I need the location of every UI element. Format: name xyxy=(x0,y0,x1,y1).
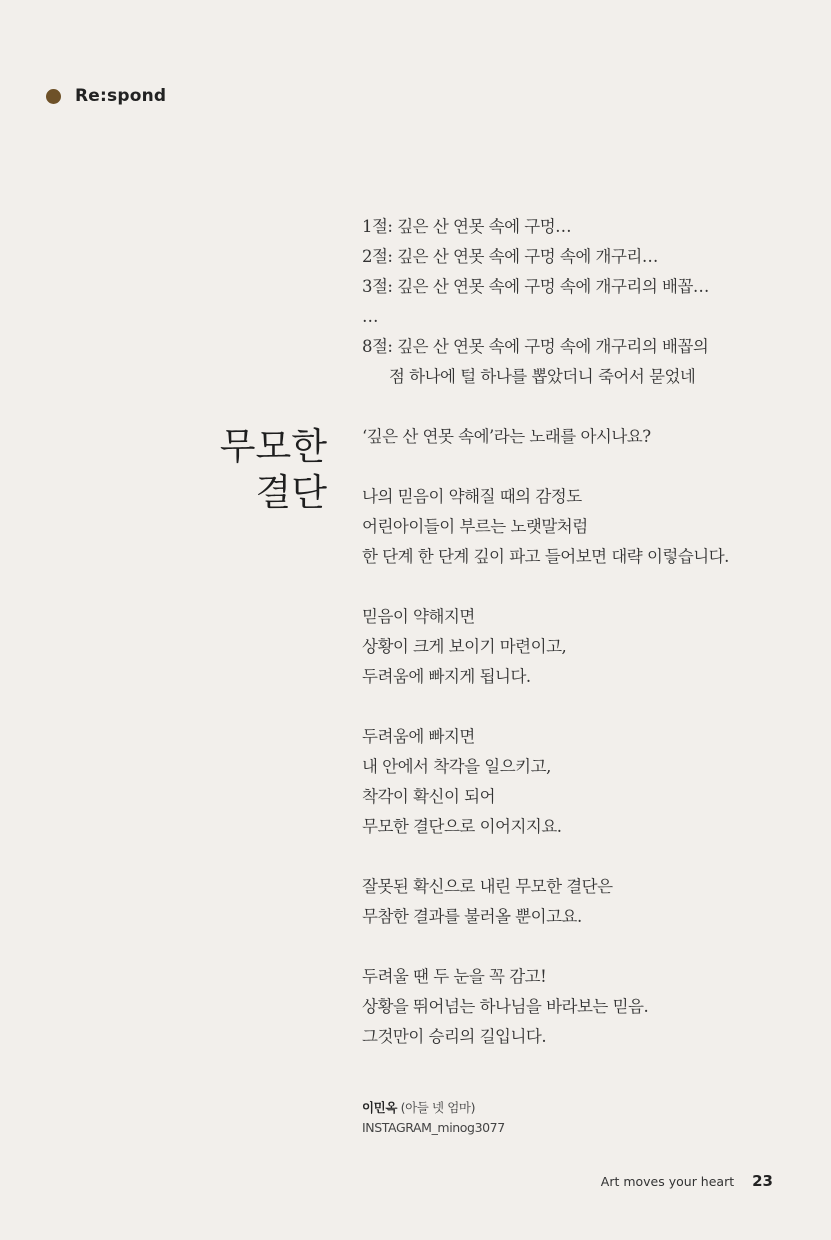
article-title xyxy=(220,424,327,516)
body-line: 두려움에 빠지게 됩니다. xyxy=(362,667,531,686)
body-line: ‘깊은 산 연못 속에’라는 노래를 아시나요? xyxy=(362,427,651,446)
body-line: 믿음이 약해지면 xyxy=(362,607,475,626)
section-tag xyxy=(46,86,166,106)
title-line-2: 결단 xyxy=(255,471,327,514)
body-line: 점 하나에 털 하나를 뽑았더니 죽어서 묻었네 xyxy=(389,367,696,386)
body-line: 착각이 확신이 되어 xyxy=(362,787,496,806)
section-dot-icon xyxy=(46,89,61,104)
body-line: 잘못된 확신으로 내린 무모한 결단은 xyxy=(362,877,613,896)
body-line: 1절: 깊은 산 연못 속에 구멍… xyxy=(362,217,572,236)
body-line: 상황을 뛰어넘는 하나님을 바라보는 믿음. xyxy=(362,997,649,1016)
body-line: 한 단계 한 단계 깊이 파고 들어보면 대략 이렇습니다. xyxy=(362,547,729,566)
body-line: 어린아이들이 부르는 노랫말처럼 xyxy=(362,517,588,536)
body-line: 나의 믿음이 약해질 때의 감정도 xyxy=(362,487,582,506)
author-handle: INSTAGRAM_minog3077 xyxy=(362,1120,505,1135)
body-line: 2절: 깊은 산 연못 속에 구멍 속에 개구리… xyxy=(362,247,658,266)
author-credit xyxy=(362,1098,505,1138)
paragraph-gap xyxy=(362,842,802,872)
page-number: 23 xyxy=(752,1172,773,1190)
paragraph-gap xyxy=(362,692,802,722)
body-line: 내 안에서 착각을 일으키고, xyxy=(362,757,551,776)
body-line: … xyxy=(362,307,378,326)
body-line: 상황이 크게 보이기 마련이고, xyxy=(362,637,567,656)
page-footer xyxy=(601,1172,773,1190)
body-line: 무참한 결과를 불러올 뿐이고요. xyxy=(362,907,582,926)
footer-tagline: Art moves your heart xyxy=(600,1174,735,1189)
author-role: (아들 넷 엄마) xyxy=(400,1100,476,1115)
body-line: 두려움에 빠지면 xyxy=(362,727,475,746)
body-line: 두려울 땐 두 눈을 꼭 감고! xyxy=(362,967,547,986)
author-name: 이민옥 xyxy=(362,1100,398,1115)
section-label: Re:spond xyxy=(75,86,167,106)
title-line-1: 무모한 xyxy=(219,425,327,468)
paragraph-gap xyxy=(362,572,802,602)
article-body xyxy=(362,212,802,1052)
body-line: 그것만이 승리의 길입니다. xyxy=(362,1027,547,1046)
paragraph-gap xyxy=(362,932,802,962)
body-line: 8절: 깊은 산 연못 속에 구멍 속에 개구리의 배꼽의 xyxy=(362,337,709,356)
paragraph-gap xyxy=(362,452,802,482)
body-line: 3절: 깊은 산 연못 속에 구멍 속에 개구리의 배꼽… xyxy=(362,277,709,296)
body-line: 무모한 결단으로 이어지지요. xyxy=(362,817,562,836)
paragraph-gap xyxy=(362,392,802,422)
